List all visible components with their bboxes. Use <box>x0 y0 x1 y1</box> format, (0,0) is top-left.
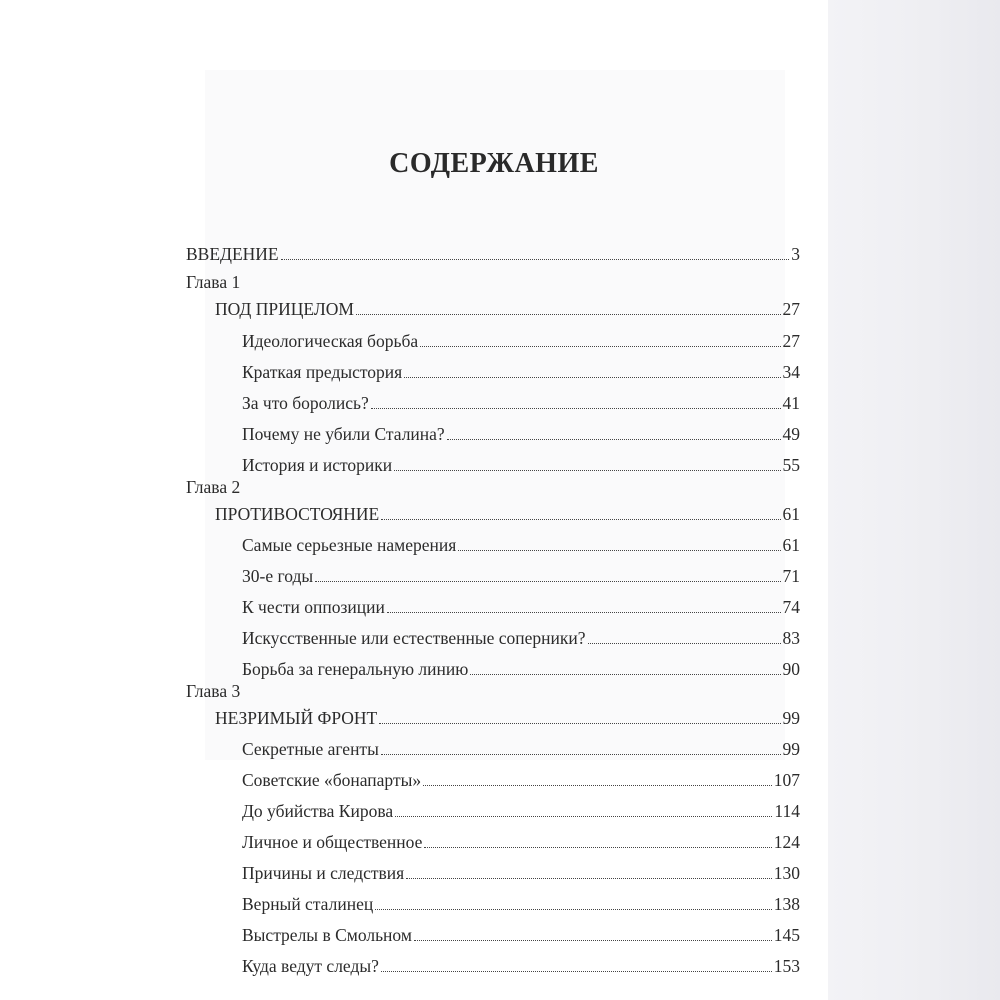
dot-leader <box>470 674 780 675</box>
toc-entry-page: 138 <box>773 894 800 914</box>
dot-leader <box>379 723 780 724</box>
toc-entry-page: 124 <box>773 832 800 852</box>
toc-entry-page: 49 <box>782 424 800 444</box>
toc-section <box>242 885 800 915</box>
toc-section <box>242 947 800 977</box>
dot-leader <box>381 519 780 520</box>
toc-entry-label: Искусственные или естественные соперники? <box>242 628 586 648</box>
toc-entry-label: Борьба за генеральную линию <box>242 659 469 679</box>
toc-entry-label: 30-е годы <box>242 566 314 586</box>
toc-entry-page: 90 <box>782 659 800 679</box>
toc-entry-label: К чести оппозиции <box>242 597 385 617</box>
toc-entry-label: ПОД ПРИЦЕЛОМ <box>215 299 354 319</box>
toc-entry-label: Верный сталинец <box>242 894 374 914</box>
dot-leader <box>458 550 780 551</box>
toc-entry-label: Идеологическая борьба <box>242 331 419 351</box>
toc-entry-page: 145 <box>773 925 800 945</box>
toc-entry-page: 71 <box>782 566 800 586</box>
toc-section <box>242 415 800 445</box>
toc-entry-page: 41 <box>782 393 800 413</box>
dot-leader <box>394 470 780 471</box>
dot-leader <box>371 408 781 409</box>
toc-entry-page: 74 <box>782 597 800 617</box>
toc-section <box>242 353 800 383</box>
toc-entry-page: 107 <box>773 770 800 790</box>
chapter-label: Глава 1 <box>186 272 241 292</box>
toc-entry-label: До убийства Кирова <box>242 801 394 821</box>
toc-section <box>242 557 800 587</box>
toc-entry-page: 83 <box>782 628 800 648</box>
toc-chapter-title <box>215 290 800 320</box>
toc-entry-label: НЕЗРИМЫЙ ФРОНТ <box>215 708 378 728</box>
dot-leader <box>381 971 772 972</box>
toc-section <box>242 650 800 680</box>
toc-section <box>242 823 800 853</box>
toc-entry-label: Личное и общественное <box>242 832 423 852</box>
dot-leader <box>315 581 780 582</box>
toc-entry-label: История и историки <box>242 455 393 475</box>
toc-entry-page: 114 <box>774 801 800 821</box>
toc-section <box>242 854 800 884</box>
toc-entry-page: 99 <box>782 739 800 759</box>
toc-section <box>242 384 800 414</box>
dot-leader <box>381 754 781 755</box>
dot-leader <box>423 785 772 786</box>
toc-entry-label: Куда ведут следы? <box>242 956 379 976</box>
toc-section <box>242 588 800 618</box>
dot-leader <box>404 377 780 378</box>
toc-section <box>242 526 800 556</box>
toc-entry-label: Почему не убили Сталина? <box>242 424 445 444</box>
dot-leader <box>420 346 780 347</box>
toc-entry-page: 61 <box>782 504 800 524</box>
toc-chapter-title <box>215 495 800 525</box>
toc-entry-page: 153 <box>773 956 800 976</box>
toc-entry-label: ПРОТИВОСТОЯНИЕ <box>215 504 380 524</box>
toc-entry-label: Выстрелы в Смольном <box>242 925 412 945</box>
dot-leader <box>395 816 772 817</box>
dot-leader <box>281 259 790 260</box>
toc-section <box>242 916 800 946</box>
toc-entry-page: 27 <box>782 331 800 351</box>
page-title: СОДЕРЖАНИЕ <box>389 148 599 179</box>
toc-entry-page: 34 <box>782 362 800 382</box>
toc-chapter-title <box>215 699 800 729</box>
toc-section <box>242 761 800 791</box>
toc-section <box>242 619 800 649</box>
toc-section <box>242 792 800 822</box>
toc-section <box>242 730 800 760</box>
dot-leader <box>424 847 771 848</box>
chapter-label: Глава 3 <box>186 681 241 701</box>
dot-leader <box>356 314 781 315</box>
toc-entry-page: 55 <box>782 455 800 475</box>
dot-leader <box>588 643 781 644</box>
toc-entry-page: 99 <box>782 708 800 728</box>
toc-entry-page: 130 <box>773 863 800 883</box>
toc-entry-label: Самые серьезные намерения <box>242 535 457 555</box>
dot-leader <box>387 612 781 613</box>
toc-entry-page: 27 <box>782 299 800 319</box>
toc-entry-page: 3 <box>791 244 800 264</box>
dot-leader <box>447 439 781 440</box>
toc-entry-label: Краткая предыстория <box>242 362 403 382</box>
dot-leader <box>406 878 772 879</box>
toc-entry-intro <box>186 235 800 265</box>
toc-entry-label: ВВЕДЕНИЕ <box>186 244 279 264</box>
toc-entry-label: Секретные агенты <box>242 739 379 759</box>
chapter-label: Глава 2 <box>186 477 241 497</box>
dot-leader <box>414 940 772 941</box>
toc-entry-page: 61 <box>782 535 800 555</box>
toc-section <box>242 322 800 352</box>
toc-entry-label: За что боролись? <box>242 393 369 413</box>
dot-leader <box>375 909 772 910</box>
toc-entry-label: Советские «бонапарты» <box>242 770 422 790</box>
toc-entry-label: Причины и следствия <box>242 863 405 883</box>
toc-section <box>242 446 800 476</box>
